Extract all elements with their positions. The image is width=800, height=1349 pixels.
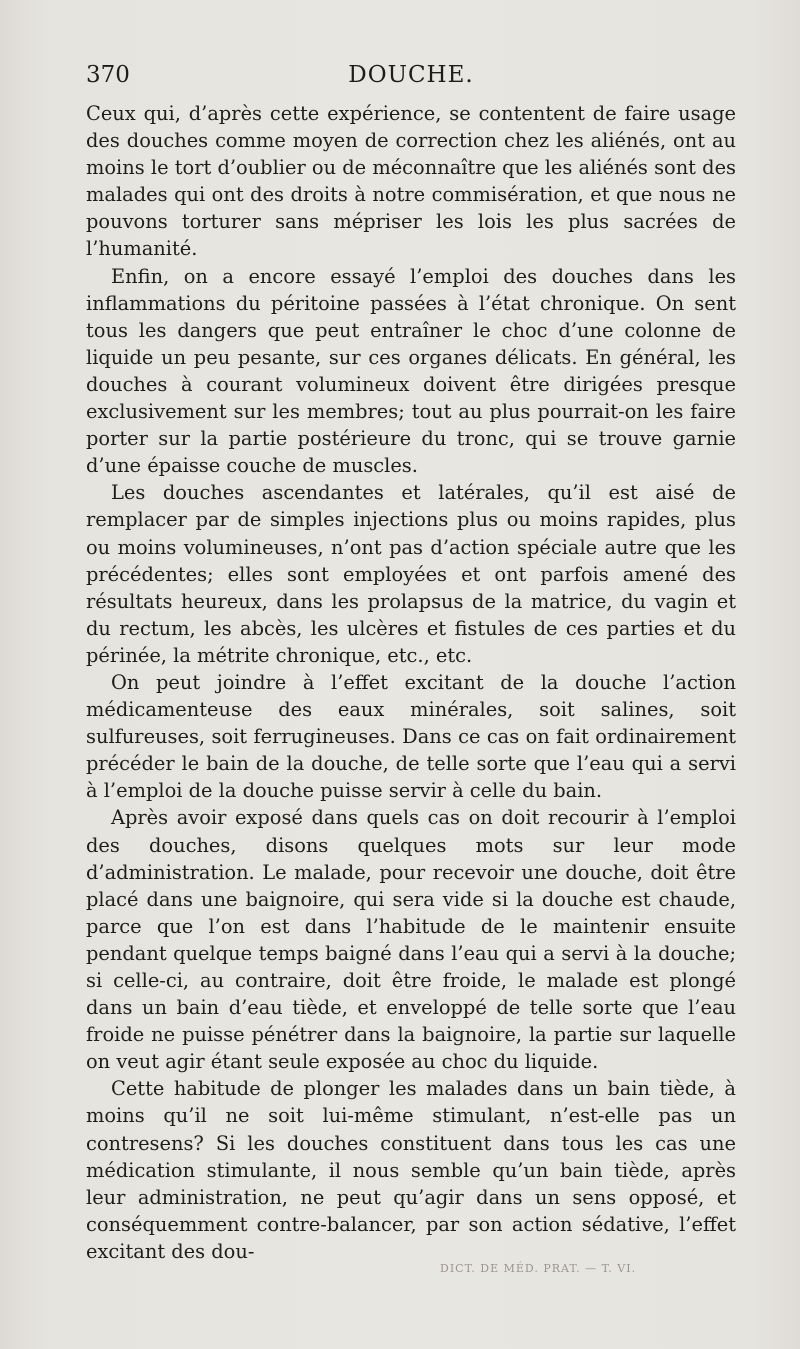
paragraph: On peut joindre à l’effet excitant de la douche l’action médicamenteuse des eaux minérales, soit salines, soit sulfureuses, soit ferrugineuses. Dans ce cas on fait ordinairement précéder le bain de la douche, de telle sorte que l’eau qui a servi à l’emploi de la douche puisse servir à celle du bain. [86, 670, 736, 803]
paragraph: Ceux qui, d’après cette expérience, se contentent de faire usage des douches comme moyen de correction chez les aliénés, ont au moins le tort d’oublier ou de méconnaître que les aliénés sont des malades qui ont des droits à notre commisération, et que nous ne pouvons torturer sans mépriser les lois les plus sacrées de l’humanité. [86, 102, 736, 261]
body-text [86, 100, 736, 1265]
paragraph: Enfin, on a encore essayé l’emploi des douches dans les inflammations du péritoine passées à l’état chronique. On sent tous les dangers que peut entraîner le choc d’une colonne de liquide un peu pesante, sur ces organes délicats. En général, les douches à courant volumineux doivent être dirigées presque exclusivement sur les membres; tout au plus pourrait-on les faire porter sur la partie postérieure du tronc, qui se trouve garnie d’une épaisse couche de muscles. [86, 264, 736, 478]
paragraph: Après avoir exposé dans quels cas on doit recourir à l’emploi des douches, disons quelques mots sur leur mode d’administration. Le malade, pour recevoir une douche, doit être placé dans une baignoire, qui sera vide si la douche est chaude, parce que l’on est dans l’habitude de le maintenir ensuite pendant quelque temps baigné dans l’eau qui a servi à la douche; si celle-ci, au contraire, doit être froide, le malade est plongé dans un bain d’eau tiède, et enveloppé de telle sorte que l’eau froide ne puisse pénétrer dans la baignoire, la partie sur laquelle on veut agir étant seule exposée au choc du liquide. [86, 806, 736, 1074]
page-header [86, 62, 736, 96]
page-number: 370 [86, 62, 130, 88]
paragraph: Cette habitude de plonger les malades dans un bain tiède, à moins qu’il ne soit lui-même stimulant, n’est-elle pas un contresens? Si les douches constituent dans tous les cas une médication stimulante, il nous semble qu’un bain tiède, après leur administration, ne peut qu’agir dans un sens opposé, et conséquemment contre-balancer, par son action sédative, l’effet excitant des dou- [86, 1077, 736, 1263]
signature-mark: DICT. DE MÉD. PRAT. — T. VI. [440, 1262, 637, 1275]
running-title: DOUCHE. [348, 62, 474, 88]
paragraph: Les douches ascendantes et latérales, qu’il est aisé de remplacer par de simples injections plus ou moins rapides, plus ou moins volumineuses, n’ont pas d’action spéciale autre que les précédentes; elles sont employées et ont parfois amené des résultats heureux, dans les prolapsus de la matrice, du vagin et du rectum, les abcès, les ulcères et fistules de ces parties et du périnée, la métrite chronique, etc., etc. [86, 481, 736, 667]
